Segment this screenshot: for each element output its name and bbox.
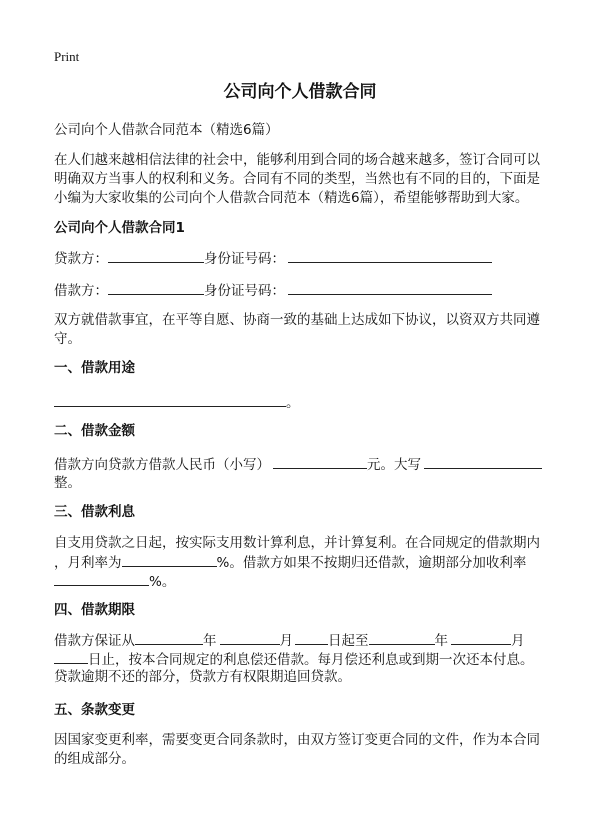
borrower-row (54, 281, 492, 301)
term-text: 日止，按本合同规定的利息偿还借款。每月偿还利息或到期一次还本付息。 (88, 652, 534, 668)
term-text: 年 (434, 633, 448, 649)
intro-line: 明确双方当事人的权利和义务。合同有不同的类型，当然也有不同的目的，下面是 (54, 171, 540, 187)
interest-text: %。 (149, 574, 176, 590)
term-text: 年 (203, 633, 217, 649)
contract-heading: 公司向个人借款合同1 (54, 220, 185, 236)
change-line: 的组成部分。 (54, 751, 135, 767)
section-heading: 四、借款期限 (54, 602, 135, 618)
subtitle: 公司向个人借款合同范本（精选6篇） (54, 122, 279, 138)
term-text: 日起至 (328, 633, 369, 649)
intro-line: 小编为大家收集的公司向个人借款合同范本（精选6篇），希望能够帮助到大家。 (54, 190, 529, 206)
term-line (54, 631, 525, 651)
amount-upper-blank (424, 455, 542, 469)
term-line: 贷款逾期不还的部分，贷款方有权限期追回贷款。 (54, 669, 351, 685)
end-day-blank (54, 650, 88, 664)
interest-line (54, 553, 526, 573)
term-text: 月 (279, 633, 293, 649)
overdue-rate-blank (54, 572, 149, 586)
amount-text: 借款方向贷款方借款人民币（小写） (54, 457, 270, 473)
interest-line (54, 572, 175, 592)
amount-lower-blank (273, 455, 367, 469)
borrower-blank (108, 281, 204, 295)
id-label: 身份证号码： (204, 251, 285, 267)
amount-text: 元。大写 (367, 457, 421, 473)
id-label: 身份证号码： (204, 283, 285, 299)
lender-label: 贷款方： (54, 251, 108, 267)
purpose-blank (54, 393, 286, 407)
monthly-rate-blank (122, 553, 217, 567)
interest-text: %。借款方如果不按期归还借款，逾期部分加收利率 (216, 555, 527, 571)
interest-text: ，月利率为 (54, 555, 122, 571)
section-heading: 一、借款用途 (54, 360, 135, 376)
agreement-line: 守。 (54, 331, 81, 347)
interest-line: 自支用贷款之日起，按实际支用数计算利息，并计算复利。在合同规定的借款期内 (54, 535, 540, 551)
borrower-id-blank (288, 281, 492, 295)
period: 。 (286, 395, 300, 411)
section-heading: 二、借款金额 (54, 423, 135, 439)
agreement-line: 双方就借款事宜，在平等自愿、协商一致的基础上达成如下协议，以资双方共同遵 (54, 312, 540, 328)
section-heading: 三、借款利息 (54, 504, 135, 520)
end-month-blank (451, 631, 511, 645)
end-year-blank (369, 631, 435, 645)
lender-blank (108, 249, 204, 263)
term-text: 借款方保证从 (54, 633, 135, 649)
amount-row (54, 455, 542, 475)
section-heading: 五、条款变更 (54, 702, 135, 718)
start-month-blank (220, 631, 280, 645)
term-text: 月 (511, 633, 525, 649)
intro-line: 在人们越来越相信法律的社会中，能够利用到合同的场合越来越多，签订合同可以 (54, 152, 540, 168)
term-line (54, 650, 534, 670)
start-day-blank (295, 631, 328, 645)
lender-row (54, 249, 492, 269)
change-line: 因国家变更利率，需要变更合同条款时，由双方签订变更合同的文件，作为本合同 (54, 732, 540, 748)
borrower-label: 借款方： (54, 283, 108, 299)
lender-id-blank (288, 249, 492, 263)
page-title: 公司向个人借款合同 (223, 82, 377, 102)
start-year-blank (135, 631, 203, 645)
purpose-row (54, 393, 300, 413)
print-link[interactable]: Print (54, 49, 80, 64)
amount-end: 整。 (54, 475, 81, 491)
